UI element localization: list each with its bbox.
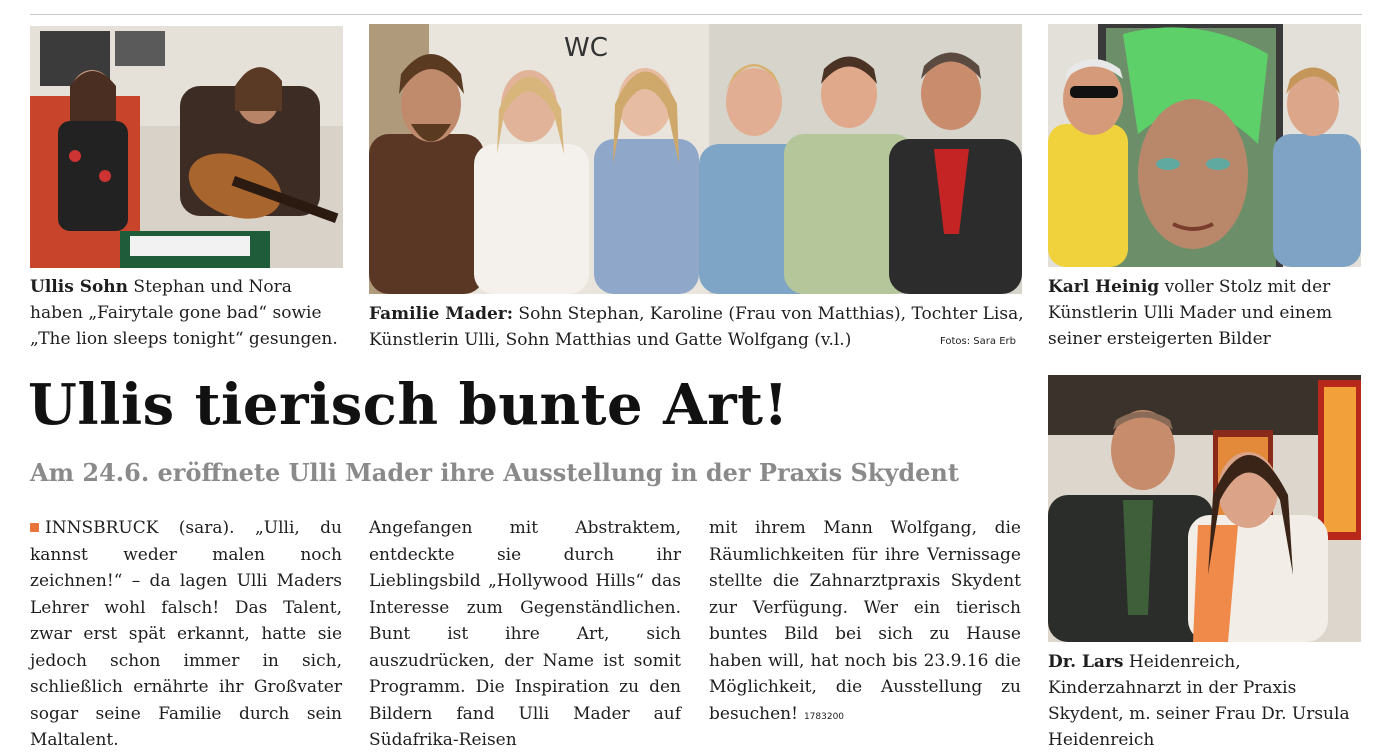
caption-stephan-nora <box>30 274 348 352</box>
caption-text: Stephan und Nora haben „Fairytale gone bad“ sowie „The lion sleeps tonight“ gesungen. <box>30 277 338 349</box>
caption-text: Sohn Stephan, Karoline (Frau von Matthias), Tochter Lisa, Künstlerin Ulli, Sohn Matthias und Gatte Wolfgang (v.l.) <box>369 304 1024 350</box>
caption-bold: Karl Heinig <box>1048 277 1160 297</box>
photo-credit: Fotos: Sara Erb <box>940 336 1016 347</box>
article-subheadline: Am 24.6. eröffnete Ulli Mader ihre Ausstellung in der Praxis Skydent <box>30 458 959 487</box>
article-column-3 <box>709 515 1021 730</box>
caption-bold: Familie Mader: <box>369 304 514 324</box>
caption-text: Heidenreich, Kinderzahnarzt in der Praxis Skydent, m. seiner Frau Dr. Ursula Heidenreich <box>1048 652 1350 750</box>
photo-stephan-nora <box>30 26 343 268</box>
photo-familie-mader <box>369 24 1022 294</box>
bullet-icon <box>30 523 39 532</box>
caption-heidenreich <box>1048 649 1363 753</box>
article-headline: Ullis tierisch bunte Art! <box>28 372 789 438</box>
photo-heidenreich <box>1048 375 1361 642</box>
caption-familie-mader <box>369 301 1025 353</box>
column-2-text: Angefangen mit Abstraktem, entdeckte sie durch ihr Lieblingsbild „Hollywood Hills“ das Interesse zum Gegenständlichen. Bunt ist ihre Art, sich auszudrücken, der Name ist somit Programm. Die Inspiration zu den Bildern fand Ulli Mader auf Südafrika-Reisen <box>369 518 681 750</box>
article-column-2 <box>369 515 681 754</box>
article-code: 1783200 <box>803 711 845 722</box>
article-column-1 <box>30 515 342 754</box>
caption-text: voller Stolz mit der Künstlerin Ulli Mader und einem seiner ersteigerten Bilder <box>1048 277 1333 349</box>
top-rule <box>30 14 1362 15</box>
wc-sign: WC <box>564 33 608 63</box>
photo-karl-heinig <box>1048 24 1361 267</box>
caption-bold: Dr. Lars <box>1048 652 1124 672</box>
caption-karl-heinig <box>1048 274 1363 352</box>
caption-bold: Ullis Sohn <box>30 277 129 297</box>
column-3-text: mit ihrem Mann Wolfgang, die Räumlichkeiten für ihre Vernissage stellte die Zahnarztpraxis Skydent zur Verfügung. Wer ein tierisch buntes Bild bei sich zu Hause haben will, hat noch bis 23.9.16 die Möglichkeit, die Ausstellung zu besuchen! <box>709 518 1021 724</box>
column-1-text: INNSBRUCK (sara). „Ulli, du kannst weder malen noch zeichnen!“ – da lagen Ulli Maders Lehrer wohl falsch! Das Talent, zwar erst spät erkannt, hatte sie jedoch schon immer in sich, schließlich ernährte ihr Großvater sogar seine Familie durch sein Maltalent. <box>30 518 342 750</box>
